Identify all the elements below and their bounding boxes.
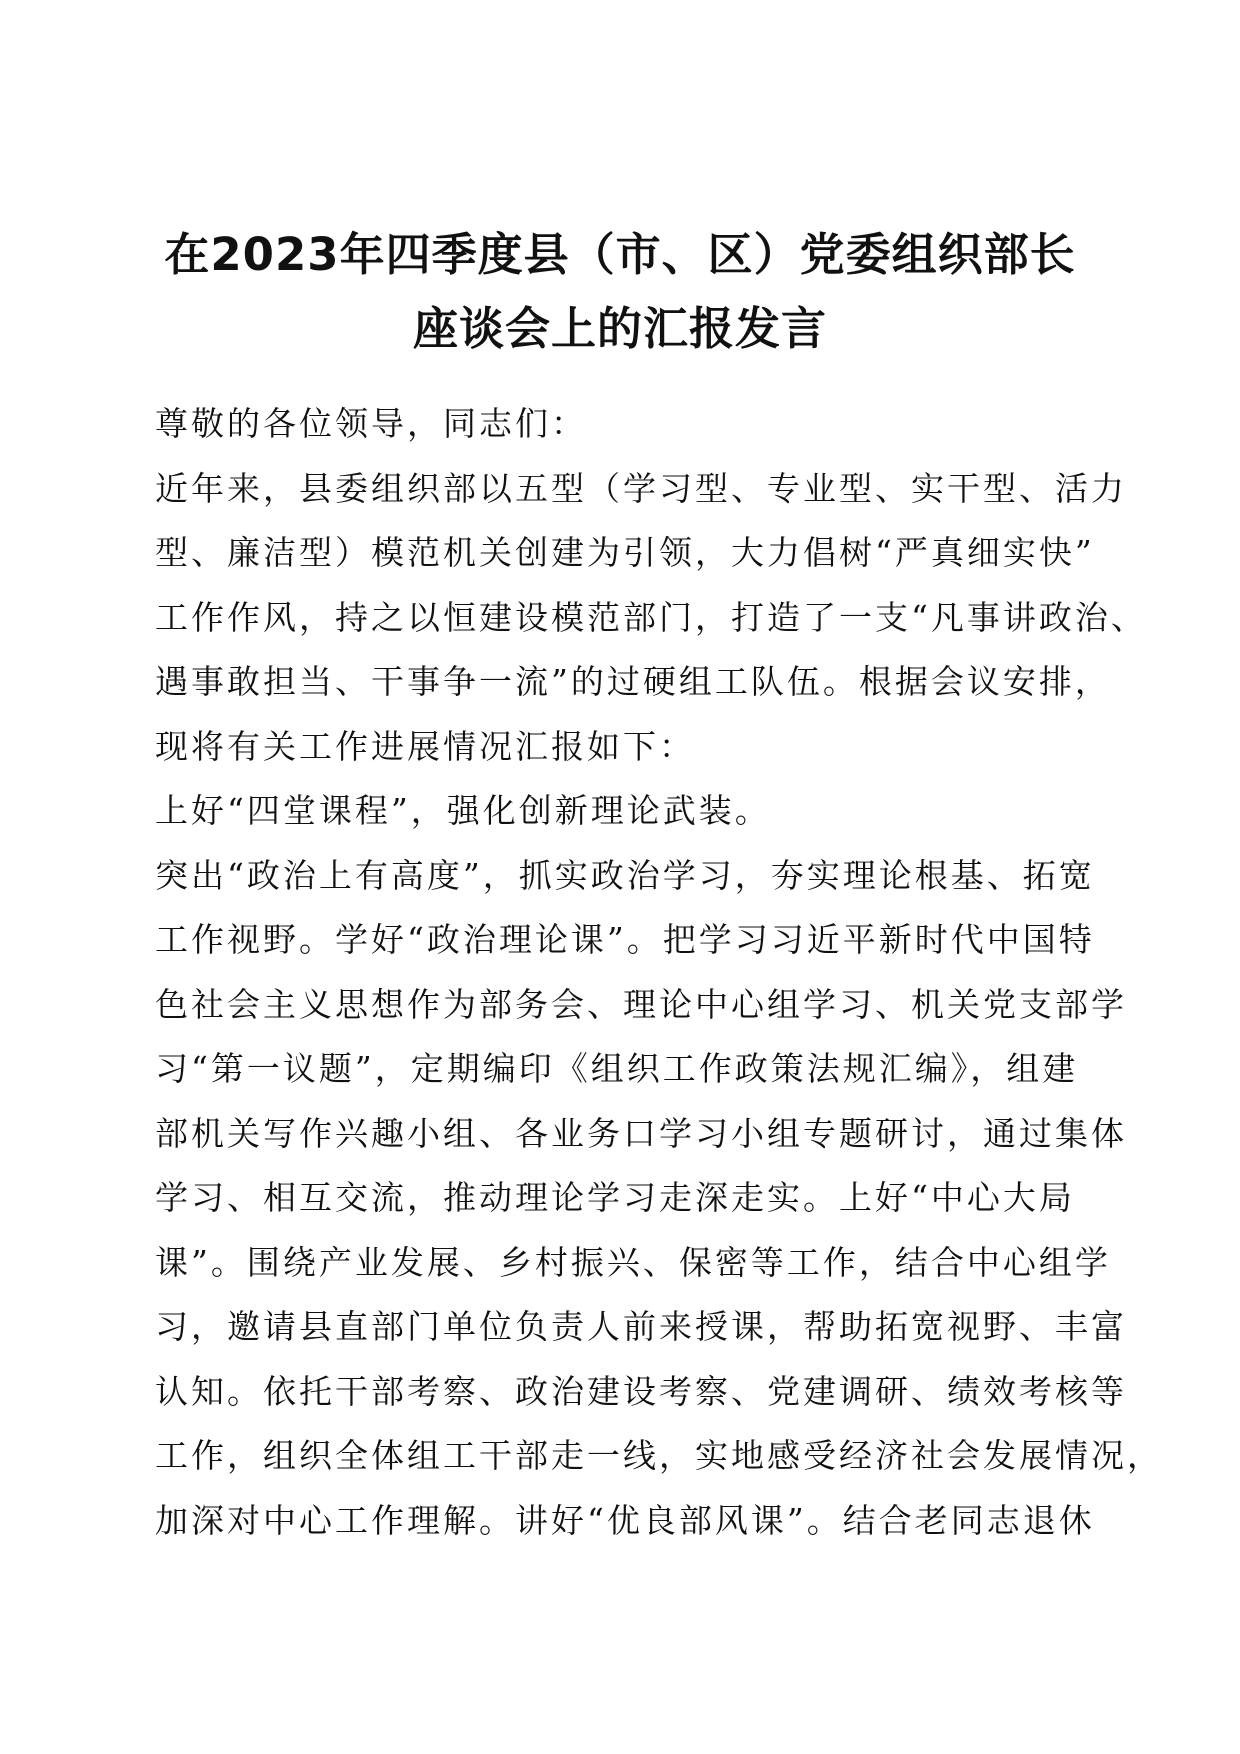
title-line-1: 在2023年四季度县（市、区）党委组织部长 (164, 228, 1076, 281)
salutation: 尊敬的各位领导，同志们： (155, 404, 587, 443)
document-title (0, 218, 1240, 366)
body-line: 型、廉洁型）模范机关创建为引领，大力倡树“严真细实快” (155, 533, 1095, 572)
body-line: 习，邀请县直部门单位负责人前来授课，帮助拓宽视野、丰富 (155, 1307, 1127, 1346)
section-heading: 上好“四堂课程”，强化创新理论武装。 (155, 791, 771, 830)
body-line: 工作，组织全体组工干部走一线，实地感受经济社会发展情况， (155, 1436, 1163, 1475)
body-line: 色社会主义思想作为部务会、理论中心组学习、机关党支部学 (155, 984, 1127, 1024)
body-line: 突出“政治上有高度”，抓实政治学习，夯实理论根基、拓宽 (155, 855, 1095, 895)
body-line: 学习、相互交流，推动理论学习走深走实。上好“中心大局 (155, 1178, 1075, 1217)
body-line: 加深对中心工作理解。讲好“优良部风课”。结合老同志退休 (155, 1500, 1095, 1540)
body-line: 习“第一议题”，定期编印《组织工作政策法规汇编》，组建 (155, 1049, 1079, 1088)
body-line: 工作视野。学好“政治理论课”。把学习习近平新时代中国特 (155, 920, 1095, 959)
body-line: 部机关写作兴趣小组、各业务口学习小组专题研讨，通过集体 (155, 1113, 1127, 1153)
body-line: 遇事敢担当、干事争一流”的过硬组工队伍。根据会议安排， (155, 662, 1111, 701)
title-line-2: 座谈会上的汇报发言 (412, 302, 827, 355)
body-line: 现将有关工作进展情况汇报如下： (155, 726, 695, 766)
body-line: 认知。依托干部考察、政治建设考察、党建调研、绩效考核等 (155, 1371, 1127, 1411)
body-line: 课”。围绕产业发展、乡村振兴、保密等工作，结合中心组学 (155, 1242, 1111, 1282)
body-line: 近年来，县委组织部以五型（学习型、专业型、实干型、活力 (155, 468, 1127, 508)
document-body (155, 392, 1163, 1553)
body-line: 工作作风，持之以恒建设模范部门，打造了一支“凡事讲政治、 (155, 597, 1147, 637)
